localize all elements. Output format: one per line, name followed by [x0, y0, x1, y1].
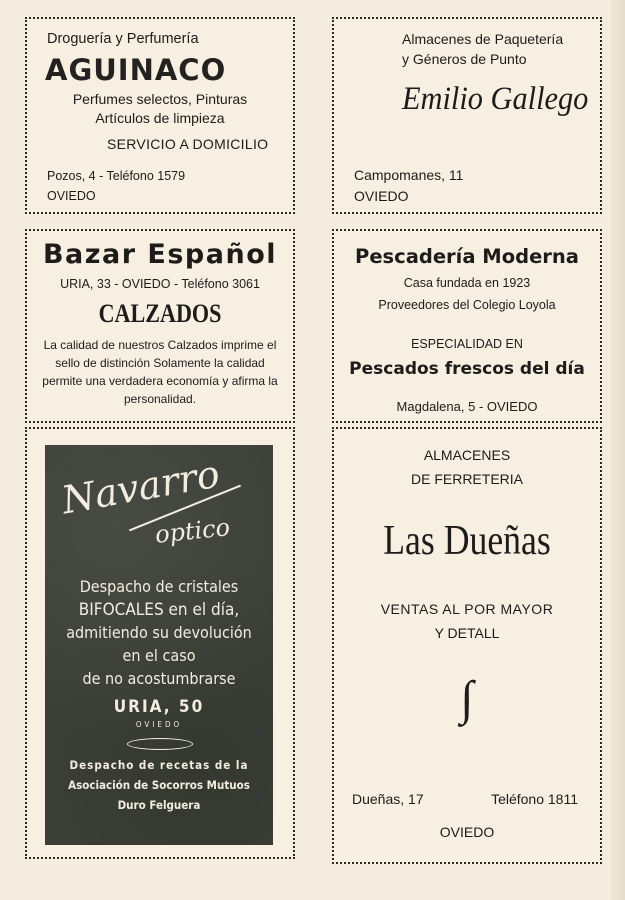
ad-script-subtitle: optico	[153, 513, 232, 549]
ad-address: Magdalena, 5 - OVIEDO	[396, 399, 538, 414]
ad-category: Droguería y Perfumería	[47, 31, 199, 47]
ad-line: Proveedores del Colegio Loyola	[378, 298, 556, 312]
ad-emilio-gallego	[332, 17, 602, 214]
ad-brand-name: Emilio Gallego	[402, 81, 589, 117]
ad-service: SERVICIO A DOMICILIO	[107, 136, 269, 152]
ad-city: OVIEDO	[135, 720, 183, 729]
ad-phone: Teléfono 1811	[491, 791, 578, 807]
ad-line: Perfumes selectos, Pinturas	[72, 91, 248, 107]
ad-footer-line: Asociación de Socorros Mutuos	[68, 778, 250, 792]
ad-city: OVIEDO	[439, 824, 495, 840]
ad-city: OVIEDO	[354, 188, 409, 204]
ad-line: Despacho de cristales	[79, 577, 239, 596]
ad-footer-line: Despacho de recetas de la	[69, 758, 249, 772]
ad-specialty: Pescados frescos del día	[349, 359, 585, 379]
ad-body-text: La calidad de nuestros Calzados imprime el sello de distinción Solamente la calidad permite una verdadera economía y afirma la personalidad.	[42, 338, 278, 406]
ad-footer-line: Duro Felguera	[117, 798, 201, 812]
ad-script-logo: Navarro	[58, 451, 223, 523]
ad-line: ESPECIALIDAD EN	[411, 337, 523, 351]
ad-pescaderia-moderna	[332, 229, 602, 423]
ad-line: DE FERRETERIA	[410, 471, 523, 487]
ad-line: VENTAS AL POR MAYOR	[380, 601, 554, 617]
ad-brand-name: Bazar Español	[42, 239, 278, 270]
ad-line: Artículos de limpieza	[95, 110, 225, 126]
ad-brand-name: Pescadería Moderna	[355, 245, 579, 268]
ad-line: admitiendo su devolución	[66, 623, 252, 642]
ad-dark-panel	[45, 445, 273, 845]
swash-mark-icon: ∫	[460, 672, 474, 725]
ad-brand-name: Las Dueñas	[383, 518, 551, 564]
ad-line: Y DETALL	[434, 625, 500, 641]
ad-address: URIA, 50	[113, 697, 205, 717]
ad-line: en el caso	[122, 646, 196, 665]
page-edge	[611, 0, 625, 900]
ad-line: de no acostumbrarse	[82, 669, 236, 688]
ad-address: Pozos, 4 - Teléfono 1579	[47, 169, 186, 183]
ad-navarro-optico	[25, 427, 295, 859]
ad-line: Almacenes de Paquetería	[402, 31, 564, 47]
ad-line: ALMACENES	[423, 447, 511, 463]
ad-aguinaco	[25, 17, 295, 214]
ad-brand-name: AGUINACO	[45, 53, 227, 87]
flourish-ornament-icon	[127, 738, 193, 750]
ad-line: Casa fundada en 1923	[403, 276, 531, 290]
ad-address: Dueñas, 17	[352, 791, 424, 807]
ad-address: Campomanes, 11	[354, 167, 464, 183]
ad-city: OVIEDO	[47, 189, 96, 203]
ad-las-duenas	[332, 427, 602, 864]
ad-bazar-espanol	[25, 229, 295, 423]
ad-line: y Géneros de Punto	[402, 51, 527, 67]
ad-category: CALZADOS	[98, 299, 222, 328]
ad-address: URIA, 33 - OVIEDO - Teléfono 3061	[60, 277, 260, 291]
ad-line: BIFOCALES en el día,	[78, 600, 240, 620]
